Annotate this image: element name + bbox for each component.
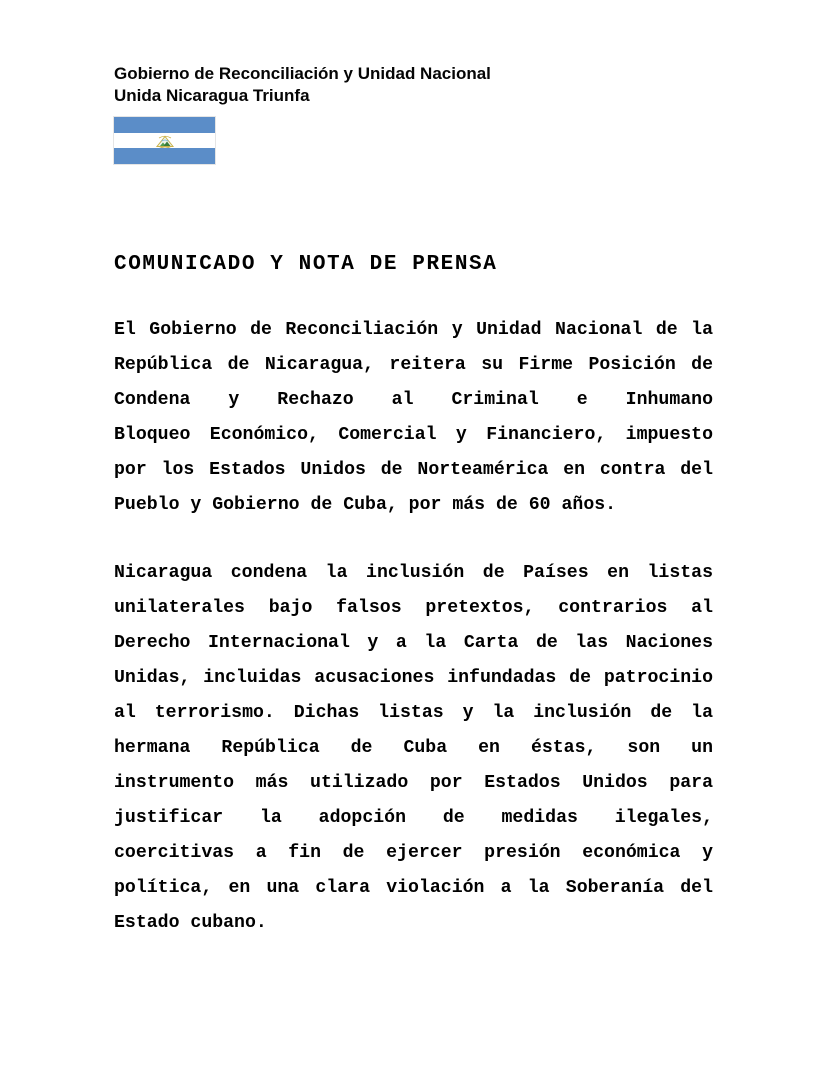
header-line-1: Gobierno de Reconciliación y Unidad Nacional: [114, 64, 491, 83]
header-line-2: Unida Nicaragua Triunfa: [114, 86, 310, 105]
document-body: [114, 313, 713, 941]
text-line: Condena y Rechazo al Criminal e Inhumano: [114, 390, 713, 410]
text-line: hermana República de Cuba en éstas, son un: [114, 738, 713, 758]
nicaragua-coat-of-arms-icon: [154, 134, 176, 148]
text-line: política, en una clara violación a la Soberanía del: [114, 878, 713, 898]
text-line: República de Nicaragua, reitera su Firme Posición de: [114, 355, 713, 375]
text-line: Derecho Internacional y a la Carta de las Naciones: [114, 633, 713, 653]
text-line: El Gobierno de Reconciliación y Unidad Nacional de la: [114, 320, 713, 340]
text-line: por los Estados Unidos de Norteamérica en contra del: [114, 460, 713, 480]
text-line: Bloqueo Económico, Comercial y Financiero, impuesto: [114, 425, 713, 445]
document-title: COMUNICADO Y NOTA DE PRENSA: [114, 253, 498, 276]
nicaragua-flag-image: [114, 117, 215, 164]
text-line: Nicaragua condena la inclusión de Países en listas: [114, 563, 713, 583]
text-line: al terrorismo. Dichas listas y la inclusión de la: [114, 703, 713, 723]
flag-stripe-bottom: [114, 148, 215, 164]
text-line: coercitivas a fin de ejercer presión económica y: [114, 843, 713, 863]
text-line: Unidas, incluidas acusaciones infundadas de patrocinio: [114, 668, 713, 688]
paragraph: [114, 313, 713, 523]
document-header: [114, 63, 491, 107]
flag-stripe-top: [114, 117, 215, 133]
text-line: justificar la adopción de medidas ilegales,: [114, 808, 713, 828]
text-line: instrumento más utilizado por Estados Unidos para: [114, 773, 713, 793]
text-line: Estado cubano.: [114, 913, 267, 933]
text-line: unilaterales bajo falsos pretextos, contrarios al: [114, 598, 713, 618]
flag-stripe-middle: [114, 133, 215, 148]
text-line: Pueblo y Gobierno de Cuba, por más de 60 años.: [114, 495, 617, 515]
paragraph: [114, 556, 713, 941]
